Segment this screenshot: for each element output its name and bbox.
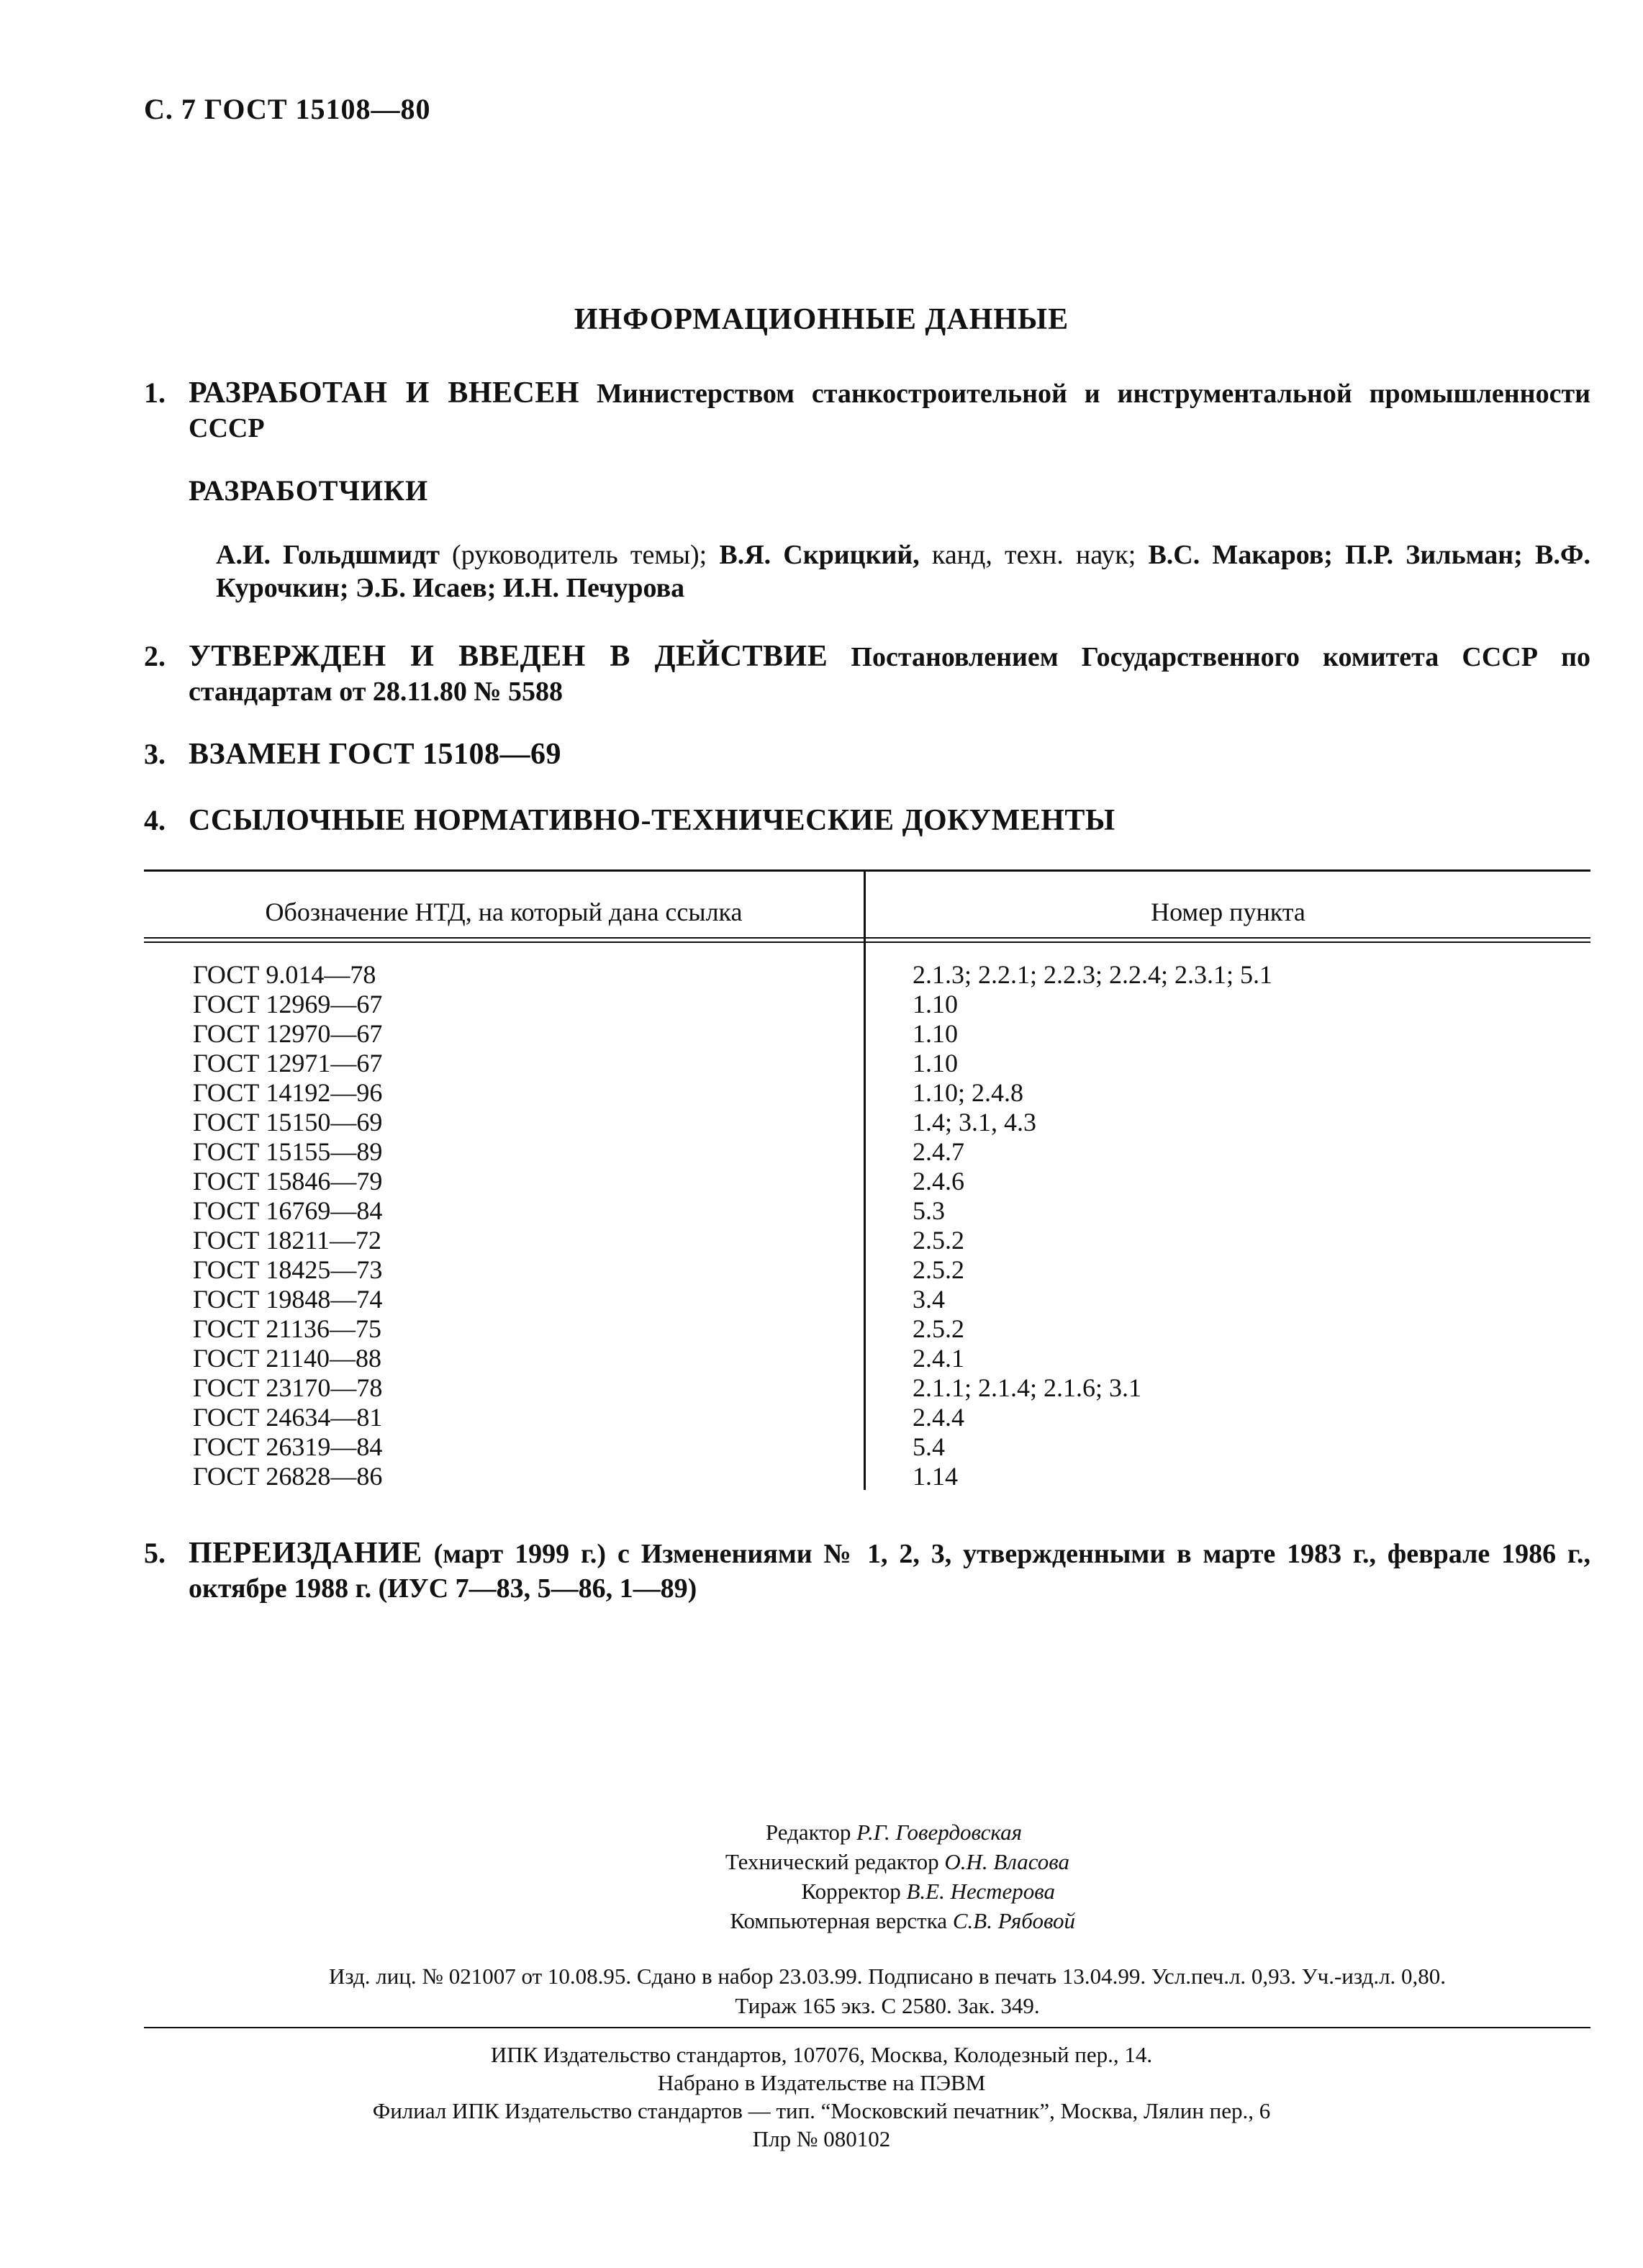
item-lead: ВЗАМЕН ГОСТ 15108—69	[189, 738, 562, 771]
page-header: С. 7 ГОСТ 15108—80	[144, 93, 431, 125]
document-column	[193, 960, 382, 1491]
table-cell-document: ГОСТ 19848—74	[193, 1285, 383, 1314]
table-cell-clause: 2.1.1; 2.1.4; 2.1.6; 3.1	[913, 1373, 1142, 1402]
table-cell-clause: 1.10	[913, 990, 958, 1018]
info-item-2	[144, 639, 1590, 709]
table-cell-clause: 1.14	[913, 1462, 958, 1491]
developer-note: (руководитель темы);	[439, 540, 720, 570]
table-cell-clause: 5.3	[913, 1196, 945, 1225]
info-item-4	[144, 803, 1590, 839]
column-header-document: Обозначение НТД, на который дана ссылка	[265, 898, 743, 926]
item-number: 1.	[144, 376, 166, 409]
item-lead: ССЫЛОЧНЫЕ НОРМАТИВНО-ТЕХНИЧЕСКИЕ ДОКУМЕНТЫ	[189, 804, 1115, 837]
table-cell-clause: 2.4.7	[913, 1137, 964, 1166]
developer-note: канд, техн. наук;	[919, 540, 1149, 570]
item-lead: РАЗРАБОТАН И ВНЕСЕН	[189, 376, 580, 410]
table-cell-clause: 2.4.4	[913, 1403, 964, 1432]
column-header-clause: Номер пункта	[1151, 898, 1305, 926]
table-cell-document: ГОСТ 21140—88	[193, 1344, 382, 1373]
table-cell-document: ГОСТ 15150—69	[193, 1108, 383, 1137]
item-text: Постановлением Государственного комитета СССР по стандартам от 28.11.80 № 5588	[189, 642, 1591, 707]
table-cell-clause: 1.10	[913, 1019, 958, 1048]
credit-role: Технический редактор	[725, 1849, 939, 1874]
table-cell-clause: 2.5.2	[913, 1314, 964, 1343]
table-cell-document: ГОСТ 23170—78	[193, 1373, 383, 1402]
table-cell-document: ГОСТ 14192—96	[193, 1078, 383, 1107]
credit-role: Компьютерная верстка	[730, 1908, 948, 1933]
credit-name: В.Е. Нестерова	[906, 1879, 1055, 1904]
table-cell-document: ГОСТ 26828—86	[193, 1462, 383, 1491]
developers-list	[216, 538, 1590, 605]
table-cell-document: ГОСТ 21136—75	[193, 1314, 382, 1343]
imprint-line: Тираж 165 экз. С 2580. Зак. 349.	[735, 1993, 1040, 2018]
credit-name: С.В. Рябовой	[952, 1908, 1075, 1933]
table-cell-clause: 2.5.2	[913, 1255, 964, 1284]
table-cell-document: ГОСТ 15155—89	[193, 1137, 383, 1166]
table-cell-document: ГОСТ 18425—73	[193, 1255, 383, 1284]
table-cell-document: ГОСТ 18211—72	[193, 1226, 382, 1255]
table-cell-document: ГОСТ 12969—67	[193, 990, 383, 1018]
table-top-rule	[144, 869, 1590, 872]
table-cell-document: ГОСТ 12971—67	[193, 1049, 383, 1077]
info-item-3	[144, 737, 1590, 772]
imprint-details	[186, 1961, 1589, 2020]
imprint-rule	[144, 2027, 1590, 2028]
info-item-5	[144, 1536, 1590, 1606]
publisher-line: Плр № 080102	[752, 2126, 891, 2151]
developers-heading: РАЗРАБОТЧИКИ	[189, 474, 429, 507]
table-cell-clause: 1.10; 2.4.8	[913, 1078, 1024, 1107]
table-cell-clause: 2.4.6	[913, 1167, 964, 1196]
table-cell-document: ГОСТ 16769—84	[193, 1196, 383, 1225]
table-cell-document: ГОСТ 9.014—78	[193, 960, 376, 989]
item-text: Министерством станкостроительной и инструментальной промышленности СССР	[189, 379, 1591, 443]
item-number: 5.	[144, 1537, 166, 1569]
publisher-line: Филиал ИПК Издательство стандартов — тип. “Московский печатник”, Москва, Лялин пер., 6	[372, 2098, 1271, 2123]
table-cell-clause: 2.4.1	[913, 1344, 964, 1373]
item-lead: УТВЕРЖДЕН И ВВЕДЕН В ДЕЙСТВИЕ	[189, 640, 828, 673]
item-lead: ПЕРЕИЗДАНИЕ	[189, 1537, 422, 1570]
credit-name: О.Н. Власова	[944, 1849, 1069, 1874]
item-number: 4.	[144, 804, 166, 836]
table-cell-clause: 1.10	[913, 1049, 958, 1077]
table-cell-clause: 1.4; 3.1, 4.3	[913, 1108, 1037, 1137]
item-number: 2.	[144, 640, 166, 672]
credit-name: Р.Г. Говердовская	[856, 1820, 1022, 1845]
table-header-rule	[144, 937, 1590, 939]
credit-role: Корректор	[801, 1879, 901, 1904]
document-title: ИНФОРМАЦИОННЫЕ ДАННЫЕ	[574, 303, 1069, 336]
item-number: 3.	[144, 738, 166, 770]
table-column-divider	[864, 869, 866, 1490]
publisher-details	[0, 2041, 1643, 2153]
table-cell-document: ГОСТ 12970—67	[193, 1019, 383, 1048]
developer-name: А.И. Гольдшмидт	[216, 540, 440, 570]
reference-documents-table	[144, 869, 1590, 1490]
table-header-rule	[144, 941, 1590, 943]
table-cell-clause: 2.1.3; 2.2.1; 2.2.3; 2.2.4; 2.3.1; 5.1	[913, 960, 1273, 989]
table-cell-document: ГОСТ 26319—84	[193, 1432, 383, 1461]
clause-column	[913, 960, 1272, 1491]
table-cell-clause: 5.4	[913, 1432, 945, 1461]
item-text: (март 1999 г.) с Изменениями № 1, 2, 3, утвержденными в марте 1983 г., феврале 1986 г., октябре 1988 г. (ИУС 7—83, 5—86, 1—89)	[189, 1539, 1590, 1604]
developer-name: В.Я. Скрицкий,	[719, 540, 920, 570]
table-cell-document: ГОСТ 24634—81	[193, 1403, 383, 1432]
info-item-1	[144, 376, 1590, 446]
table-cell-clause: 3.4	[913, 1285, 945, 1314]
imprint-line: Изд. лиц. № 021007 от 10.08.95. Сдано в набор 23.03.99. Подписано в печать 13.04.99. Усл.печ.л. 0,93. Уч.-изд.л. 0,80.	[328, 1964, 1447, 1989]
table-cell-clause: 2.5.2	[913, 1226, 964, 1255]
publisher-line: Набрано в Издательстве на ПЭВМ	[657, 2070, 986, 2095]
table-cell-document: ГОСТ 15846—79	[193, 1167, 383, 1196]
developer-names: В.С. Макаров; П.Р. Зильман; В.Ф. Курочкин; Э.Б. Исаев; И.Н. Печурова	[216, 540, 1590, 603]
publisher-line: ИПК Издательство стандартов, 107076, Москва, Колодезный пер., 14.	[490, 2042, 1153, 2067]
editorial-credits	[0, 1817, 1643, 1935]
credit-role: Редактор	[765, 1820, 851, 1845]
